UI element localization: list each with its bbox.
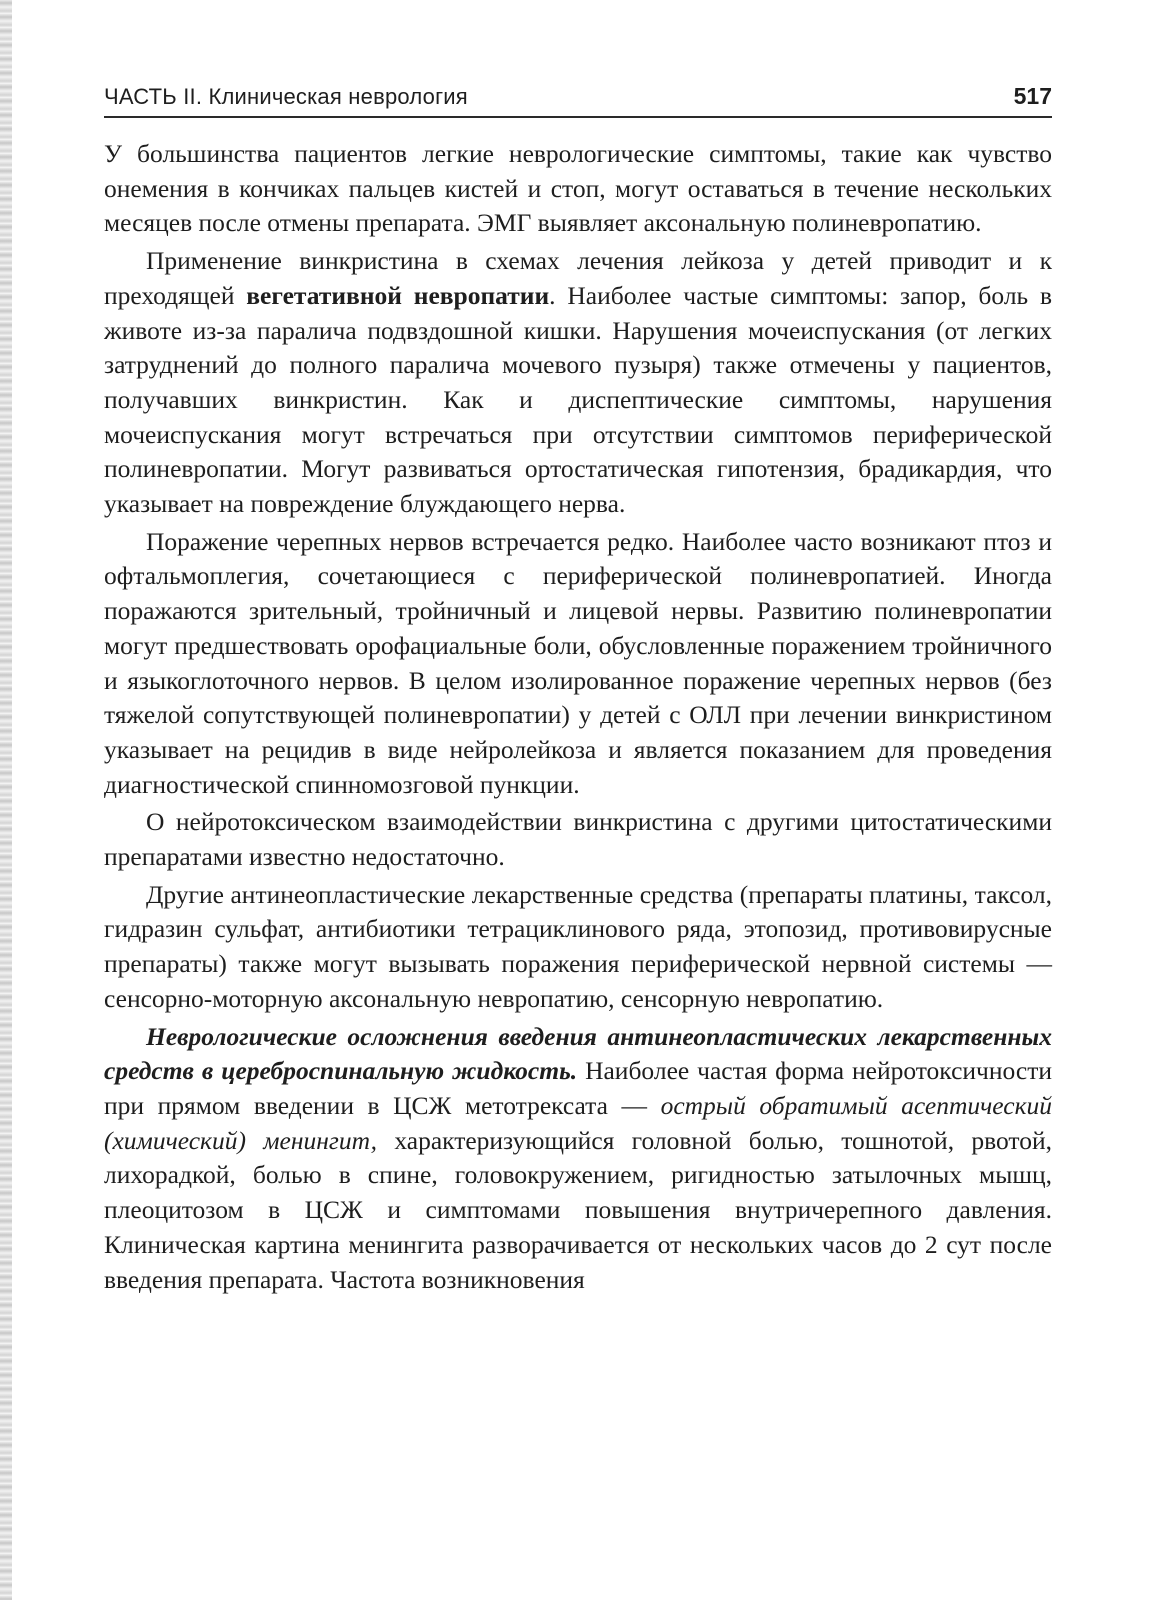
paragraph-4: О нейротоксическом взаимодействии винкристина с другими цитостатическими препаратами известно недостаточно. bbox=[104, 807, 1052, 872]
running-header bbox=[104, 80, 1052, 118]
paragraph-2-lead: Применение винкристина в схемах лечения лейкоза у детей приводит и к преходящей bbox=[104, 246, 1052, 310]
paragraph-2-rest: . Наиболее частые симптомы: запор, боль в животе из-за паралича подвздошной кишки. Нарушения мочеиспускания (от легких затруднений до полного паралича мочевого пузыря) также отмечены у пациентов, получавших винкристин. Как и диспептические симптомы, нарушения мочеиспускания могут встречаться при отсутствии симптомов периферической полиневропатии. Могут развиваться ортостатическая гипотензия, брадикардия, что указывает на повреждение блуждающего нерва. bbox=[104, 280, 1052, 519]
page-body bbox=[104, 137, 1052, 1300]
paragraph-6-rest: характеризующийся головной болью, тошнотой, рвотой, лихорадкой, болью в спине, головокружением, ригидностью затылочных мышц, плеоцитозом в ЦСЖ и симптомами повышения внутричерепного давления. Клиническая картина менингита разворачивается от нескольких часов до 2 сут после введения препарата. Частота возникновения bbox=[104, 1125, 1052, 1294]
section-run-in-heading: Неврологические осложнения введения антинеопластических лекарственных средств в цереброспинальную жидкость. bbox=[104, 1021, 1052, 1086]
term-vegetative-neuropathy: вегетативной невропатии bbox=[246, 280, 550, 310]
page-number: 517 bbox=[1013, 83, 1052, 109]
term-aseptic-meningitis: острый обратимый асептический (химический) менингит, bbox=[104, 1090, 1052, 1155]
paragraph-2 bbox=[104, 244, 1052, 522]
paragraph-5: Другие антинеопластические лекарственные средства (препараты платины, таксол, гидразин сульфат, антибиотики тетрациклинового ряда, этопозид, противовирусные препараты) также могут вызывать поражения периферической нервной системы — сенсорно-моторную аксональную невропатию, сенсорную невропатию. bbox=[104, 879, 1052, 1013]
page-binding-edge bbox=[0, 0, 12, 1600]
paragraph-6-lead: Наиболее частая форма нейротоксичности при прямом введении в ЦСЖ метотрексата — bbox=[104, 1056, 1052, 1120]
paragraph-6 bbox=[104, 1020, 1052, 1298]
paragraph-3: Поражение черепных нервов встречается редко. Наиболее часто возникают птоз и офтальмоплегия, сочетающиеся с периферической полиневропатией. Иногда поражаются зрительный, тройничный и лицевой нервы. Развитию полиневропатии могут предшествовать орофациальные боли, обусловленные поражением тройничного и языкоглоточного нервов. В целом изолированное поражение черепных нервов (без тяжелой сопутствующей полиневропатии) у детей с ОЛЛ при лечении винкристином указывает на рецидив в виде нейролейкоза и является показанием для проведения диагностической спинномозговой пункции. bbox=[104, 526, 1052, 799]
running-title: ЧАСТЬ II. Клиническая неврология bbox=[104, 84, 468, 109]
paragraph-1: У большинства пациентов легкие неврологические симптомы, такие как чувство онемения в кончиках пальцев кистей и стоп, могут оставаться в течение нескольких месяцев после отмены препарата. ЭМГ выявляет аксональную полиневропатию. bbox=[104, 139, 1052, 238]
